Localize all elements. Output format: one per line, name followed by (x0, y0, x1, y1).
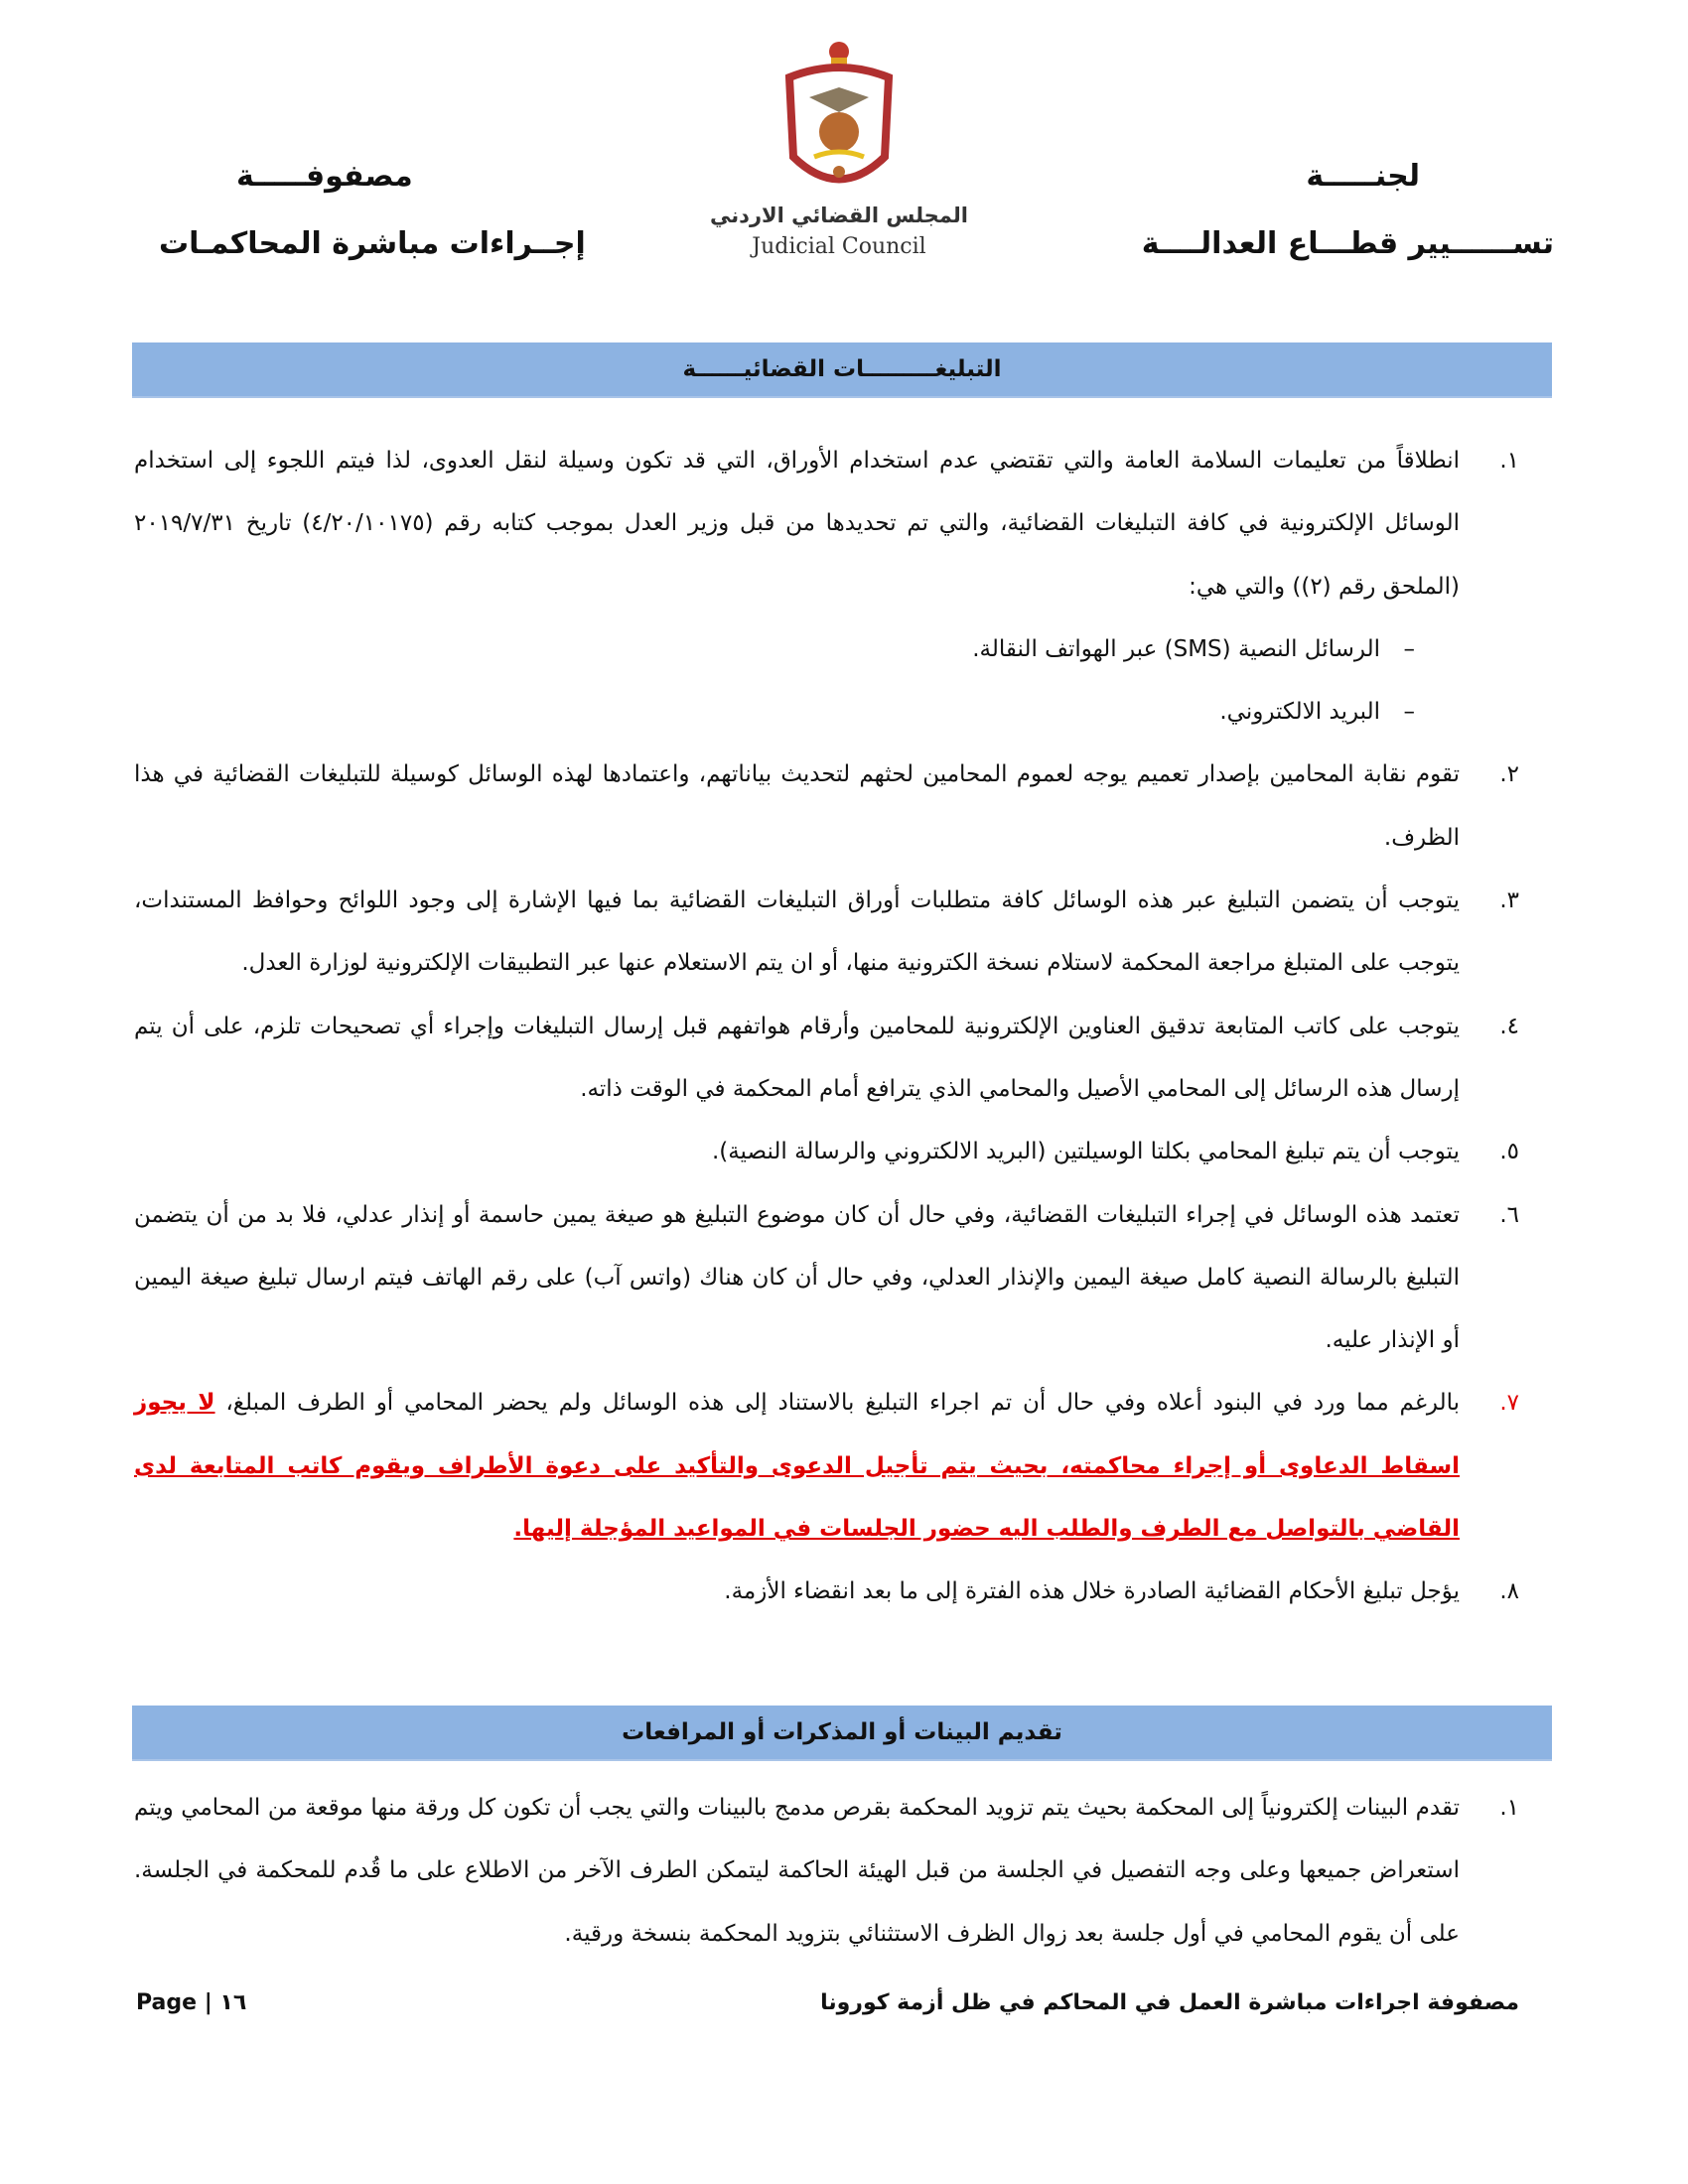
footer-separator: | (204, 1990, 212, 2015)
item-text: يتوجب على كاتب المتابعة تدقيق العناوين الإلكترونية للمحامين وأرقام هواتفهم قبل إرسال التبليغات وإجراء أي تصحيحات تلزم، على أن يتم إرسال هذه الرسائل إلى المحامي الأصيل والمحامي الذي يترافع أمام المحكمة في الوقت ذاته. (134, 1013, 1460, 1102)
list-item (134, 1372, 1519, 1561)
emphasis-text: لا يجوز اسقاط الدعاوى أو إجراء محاكمته، بحيث يتم تأجيل الدعوى والتأكيد على دعوة الأطراف ويقوم كاتب المتابعة لدى القاضي بالتواصل مع الطرف والطلب اليه حضور الجلسات في المواعيد المؤجلة إليها. (134, 1390, 1460, 1543)
item-text: يؤجل تبليغ الأحكام القضائية الصادرة خلال هذه الفترة إلى ما بعد انقضاء الأزمة. (724, 1578, 1460, 1605)
matrix-label: مصفوفـــــة (236, 159, 413, 194)
section-notifications-body (134, 430, 1519, 1624)
item-number: ٣. (1499, 887, 1519, 914)
section-title: التبليغـــــــــات القضائيــــــة (682, 356, 1002, 382)
item-number: ٨. (1499, 1578, 1519, 1605)
page-number-footer (136, 1990, 246, 2015)
dash-bullet: – (1403, 699, 1415, 726)
section-header-notifications (132, 342, 1552, 398)
page-number: ١٦ (219, 1990, 247, 2015)
item-text: يتوجب أن يتم تبليغ المحامي بكلتا الوسيلتين (البريد الالكتروني والرسالة النصية). (711, 1139, 1460, 1165)
list-item (134, 1561, 1519, 1623)
item-text: يتوجب أن يتضمن التبليغ عبر هذه الوسائل كافة متطلبات أوراق التبليغات القضائية بما فيها الإشارة إلى وجود اللوائح وحوافظ المستندات، يتوجب على المتبلغ مراجعة المحكمة لاستلام نسخة الكترونية منها، أو ان يتم الاستعلام عنها عبر التطبيقات الإلكترونية لوزارة العدل. (134, 887, 1460, 977)
list-item (134, 1777, 1519, 1966)
list-item (134, 430, 1519, 618)
item-number: ١. (1499, 448, 1519, 474)
item-number: ١. (1499, 1795, 1519, 1821)
list-item (134, 744, 1519, 870)
item-number: ٦. (1499, 1201, 1519, 1228)
section-evidence-body (134, 1777, 1519, 1966)
item-text: تقوم نقابة المحامين بإصدار تعميم يوجه لعموم المحامين لحثهم لتحديث بياناتهم، واعتمادها لهذه الوسائل كوسيلة للتبليغات القضائية في هذا الظرف. (134, 761, 1460, 851)
item-text: تقدم البينات إلكترونياً إلى المحكمة بحيث يتم تزويد المحكمة بقرص مدمج بالبينات والتي يجب أن تكون كل ورقة منها موقعة من المحامي ويتم استعراض جميعها وعلى وجه التفصيل في الجلسة من قبل الهيئة الحاكمة ليتمكن الطرف الآخر من الاطلاع على ما قُدم للمحكمة في الجلسة. على أن يقوم المحامي في أول جلسة بعد زوال الظرف الاستثنائي بتزويد المحكمة بنسخة ورقية. (134, 1795, 1460, 1947)
footer-title: مصفوفة اجراءات مباشرة العمل في المحاكم في ظل أزمة كورونا (820, 1990, 1519, 2015)
item-text: تعتمد هذه الوسائل في إجراء التبليغات القضائية، وفي حال أن كان موضوع التبليغ هو صيغة يمين حاسمة أو إنذار عدلي، فلا بد من أن يتضمن التبليغ بالرسالة النصية كامل صيغة اليمين والإنذار العدلي، وفي حال أن كان هناك (واتس آب) على رقم الهاتف فيتم ارسال تبليغ صيغة اليمين أو الإنذار عليه. (134, 1201, 1460, 1354)
section-header-evidence (132, 1706, 1552, 1761)
list-item (134, 1121, 1519, 1183)
list-item (134, 1184, 1519, 1373)
item-text: انطلاقاً من تعليمات السلامة العامة والتي تقتضي عدم استخدام الأوراق، التي قد تكون وسيلة لنقل العدوى، لذا فيتم اللجوء إلى استخدام الوسائل الإلكترونية في كافة التبليغات القضائية، والتي تم تحديدها من قبل وزير العدل بموجب كتابه رقم (٤/٢٠/١٠١٧٥) تاريخ ٢٠١٩/٧/٣١ (الملحق رقم (٢)) والتي هي: (134, 448, 1460, 600)
matrix-name: إجــراءات مباشرة المحاكمـات (159, 226, 586, 261)
item-number: ٧. (1499, 1390, 1519, 1417)
item-number: ٥. (1499, 1139, 1519, 1165)
item-number: ٤. (1499, 1013, 1519, 1039)
sub-item-text: الرسائل النصية (SMS) عبر الهواتف النقالة. (972, 635, 1380, 662)
sub-item-text: البريد الالكتروني. (1219, 699, 1380, 726)
council-name-arabic: المجلس القضائي الاردني (710, 204, 968, 227)
item-number: ٢. (1499, 761, 1519, 788)
committee-label: لجنـــــة (1306, 159, 1420, 194)
sub-list-item (134, 681, 1460, 744)
sub-list-item (134, 618, 1460, 681)
section-title: تقديم البينات أو المذكرات أو المرافعات (622, 1719, 1062, 1745)
list-item (134, 996, 1519, 1122)
item-text: بالرغم مما ورد في البنود أعلاه وفي حال أن تم اجراء التبليغ بالاستناد إلى هذه الوسائل ولم يحضر المحامي أو الطرف المبلغ، (214, 1390, 1461, 1417)
coat-of-arms-logo (779, 38, 899, 197)
list-item (134, 870, 1519, 996)
dash-bullet: – (1403, 635, 1415, 662)
council-name-english: Judicial Council (752, 234, 926, 259)
committee-name: تســــــيير قطـــاع العدالــــة (1141, 226, 1554, 261)
page-label: Page (136, 1990, 198, 2015)
